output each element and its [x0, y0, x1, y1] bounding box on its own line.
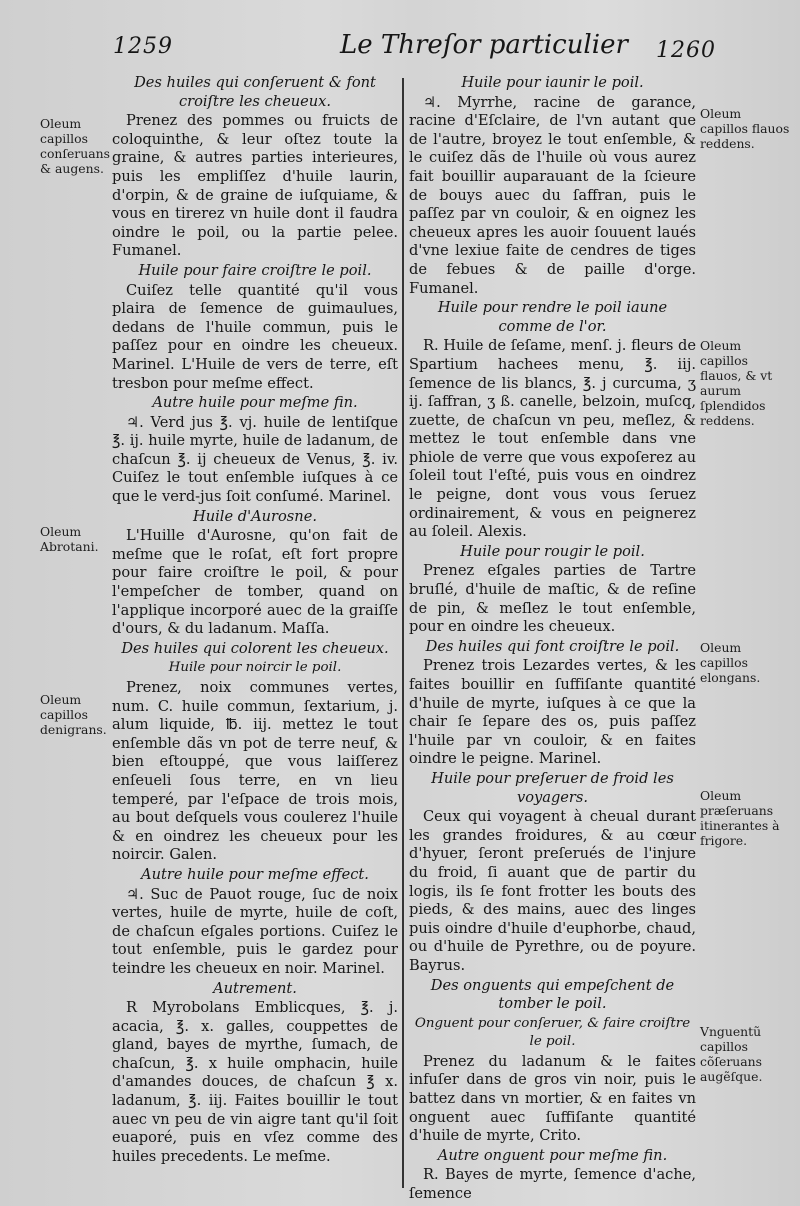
section-heading: Des huiles qui font croiſtre le poil.: [425, 637, 680, 655]
recipe-paragraph: R. Huile de ſeſame, menſ. j. fleurs de Spartium hachees menu, ℥. iij. ſemence de lis blancs, ℥. j curcuma, ʒ ij. ſaffran, ʒ ß. canelle, belzoin, muſcq, zuette, de chaſcun vn peu, meſlez, & mettez le tout enſemble dans vne phiole de verre que vous expoſerez au ſoleil tout l'eſté, puis vous en oindrez le peigne, dont vous vous ſeruez ordinairement, & vous en peignerez au ſoleil. Alexis.: [409, 337, 696, 541]
recipe-paragraph: R. Bayes de myrte, ſemence d'ache, ſemence: [409, 1166, 696, 1203]
page-number-left: 1259: [113, 34, 173, 59]
margin-note-left: Oleum capillos denigrans.: [40, 692, 107, 737]
recipe-paragraph: Ceux qui voyagent à cheual durant les grandes froidures, & au cœur d'hyuer, ſeront preſerués de l'injure du froid, ſi auant que de partir du logis, ils ſe font frotter les bouts des pieds, & des mains, auec des linges puis oindre d'huile d'euphorbe, chaud, ou d'huile de Pyrethre, ou de poyure. Bayrus.: [409, 808, 696, 974]
recipe-paragraph: Cuiſez telle quantité qu'il vous plaira de ſemence de guimaulues, dedans de l'huile commun, puis le paſſez pour en oindre les cheueux. Marinel. L'Huile de vers de terre, eſt tresbon pour meſme effect.: [112, 281, 398, 392]
section-heading: Autrement.: [213, 979, 297, 997]
section-heading: Autre huile pour meſme effect.: [141, 865, 369, 883]
recipe-paragraph: L'Huille d'Aurosne, qu'on fait de meſme que le roſat, eſt fort propre pour faire croiſtre le poil, & pour l'empeſcher de tomber, quand on l'applique incorporé auec de la graiſſe d'ours, & du ladanum. Maſſa.: [112, 527, 398, 638]
section-heading: Huile pour preſeruer de froid les voyagers.: [431, 769, 674, 806]
margin-note-left: Oleum Abrotani.: [40, 524, 99, 554]
section-heading: Huile pour rendre le poil iaune comme de l'or.: [437, 299, 668, 335]
section-heading: Autre onguent pour meſme fin.: [437, 1146, 668, 1164]
recipe-paragraph: Prenez du ladanum & le faites infuſer dans de gros vin noir, puis le battez dans vn mortier, & en faites vn onguent auec ſuffiſante quantité d'huile de myrte, Crito.: [409, 1052, 696, 1145]
page-number-right: 1260: [656, 38, 716, 63]
margin-note-right: Oleum capillos flauos, & vt aurum ſplendidos reddens.: [700, 338, 773, 428]
recipe-paragraph: R Myrobolans Emblicques, ℥. j. acacia, ℥. x. galles, couppettes de gland, bayes de myrthe, ſumach, de chaſcun, ℥. x huile omphacin, huile d'amandes douces, de chaſcun ℥ x. ladanum, ℥. iij. Faites bouillir le tout auec vn peu de vin aigre tant qu'il ſoit euaporé, puis en vſez comme des huiles precedents. Le meſme.: [112, 999, 398, 1165]
section-heading: Des onguents qui empeſchent de tomber le poil.: [430, 976, 675, 1013]
recipe-paragraph: ♃. Suc de Pauot rouge, ſuc de noix vertes, huile de myrte, huile de coſt, de chaſcun eſgales portions. Cuiſez le tout enſemble, puis le gardez pour teindre les cheueux en noir. Marinel.: [112, 885, 398, 977]
column-divider: [402, 78, 404, 1188]
section-subheading: Huile pour noircir le poil.: [168, 660, 342, 676]
section-heading: Des huiles qui colorent les cheueux.: [121, 639, 389, 657]
section-subheading: Onguent pour conſeruer, & faire croiſtre le poil.: [414, 1015, 691, 1050]
recipe-paragraph: Prenez, noix communes vertes, num. C. huile commun, ſextarium, j. alum liquide, ℔. iij. mettez le tout enſemble dãs vn pot de terre neuf, & bien eſtouppé, que vous laiſſerez enſeueli ſous terre, en vn lieu temperé, par l'eſpace de trois mois, au bout deſquels vous coulerez l'huile & en oindrez les cheueux pour les noircir. Galen.: [112, 679, 398, 864]
section-heading: Des huiles qui conſeruent & font croiſtre les cheueux.: [134, 74, 376, 110]
left-column: [112, 73, 398, 1166]
margin-note-right: Oleum capillos flauos reddens.: [700, 106, 790, 151]
margin-note-right: Vnguentũ capillos cõſeruans augẽſque.: [700, 1024, 763, 1084]
section-heading: Huile pour rougir le poil.: [460, 542, 645, 560]
recipe-paragraph: ♃. Myrrhe, racine de garance, racine d'Eſclaire, de l'vn autant que de l'autre, broyez le tout enſemble, & le cuiſez dãs de l'huile où vous aurez fait bouillir auparauant de la ſcieure de bouys auec du ſaffran, puis le paſſez par vn couloir, & en oignez les cheueux apres les auoir ſouuent laués d'vne lexiue faite de cendres de tiges de febues & de paille d'orge. Fumanel.: [409, 93, 696, 297]
section-heading: Huile pour faire croiſtre le poil.: [138, 261, 372, 279]
recipe-paragraph: Prenez trois Lezardes vertes, & les faites bouillir en ſuffiſante quantité d'huile de myrte, iuſques à ce que la chair ſe ſepare des os, puis paſſez l'huile par vn couloir, & en faites oindre le peigne. Marinel.: [409, 657, 696, 768]
recipe-paragraph: ♃. Verd jus ℥. vj. huile de lentiſque ℥. ij. huile myrte, huile de ladanum, de chaſcun ℥. ij cheueux de Venus, ℥. iv. Cuiſez le tout enſemble iuſques à ce que le verd-jus ſoit conſumé. Marinel.: [112, 413, 398, 506]
page-header: [0, 30, 800, 66]
section-heading: Huile pour iaunir le poil.: [461, 74, 644, 91]
recipe-paragraph: Prenez eſgales parties de Tartre bruſlé, d'huile de maſtic, & de reſine de pin, & meſlez le tout enſemble, pour en oindre les cheueux.: [409, 562, 696, 636]
margin-note-left: Oleum capillos conſeruans & augens.: [40, 116, 110, 176]
margin-note-right: Oleum capillos elongans.: [700, 640, 761, 685]
section-heading: Autre huile pour meſme fin.: [152, 394, 358, 412]
right-column: [409, 73, 696, 1204]
recipe-paragraph: Prenez des pommes ou fruicts de coloquinthe, & leur oſtez toute la graine, & autres parties interieures, puis les empliſſez d'huile laurin, d'orpin, & de graine de iuſquiame, & vous en tirerez vn huile dont il faudra oindre le poil, ou la partie pelee. Fumanel.: [112, 112, 398, 260]
margin-note-right: Oleum præſeruans itinerantes à frigore.: [700, 788, 780, 848]
running-title: Le Threſor particulier: [340, 30, 628, 60]
section-heading: Huile d'Aurosne.: [193, 507, 317, 525]
